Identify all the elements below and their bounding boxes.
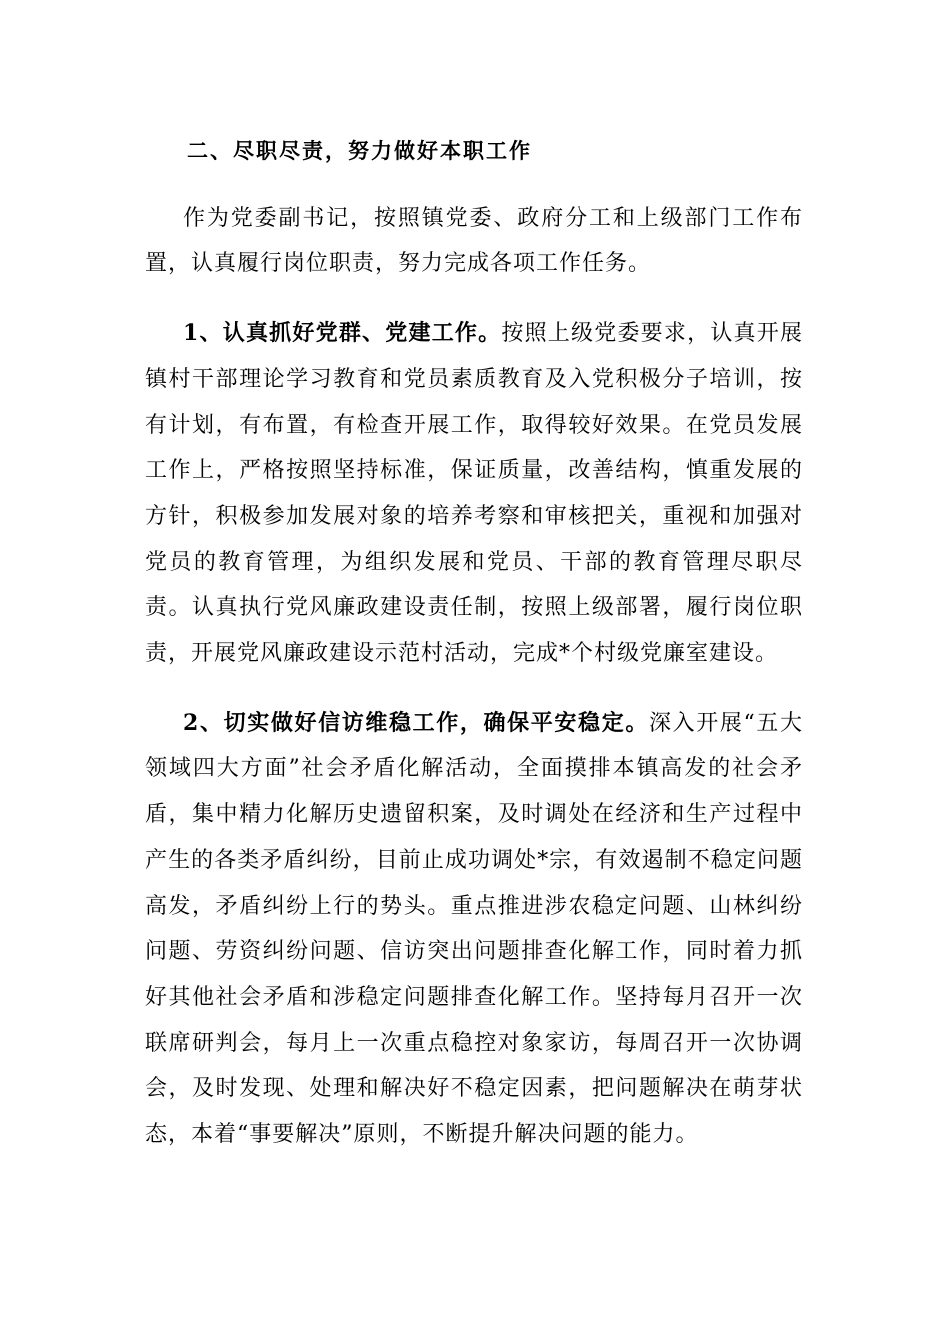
document-body [145,128,803,1158]
spacer [145,677,803,701]
item-2-lead: 2、切实做好信访维稳工作，确保平安稳定。 [183,709,649,736]
section-heading: 二、尽职尽责，努力做好本职工作 [187,138,532,163]
spacer [145,287,803,311]
item-2-paragraph [145,701,803,1158]
item-1-lead: 1、认真抓好党群、党建工作。 [183,320,502,347]
item-1-paragraph [145,311,803,677]
item-1-body: 按照上级党委要求，认真开展镇村干部理论学习教育和党员素质教育及入党积极分子培训，按有计划，有布置，有检查开展工作，取得较好效果。在党员发展工作上，严格按照坚持标准，保证质量，改善结构，慎重发展的方针，积极参加发展对象的培养考察和审核把关，重视和加强对党员的教育管理，为组织发展和党员、干部的教育管理尽职尽责。认真执行党风廉政建设责任制，按照上级部署，履行岗位职责，开展党风廉政建设示范村活动，完成*个村级党廉室建设。 [145,321,803,667]
item-2-body: 深入开展“五大领域四大方面”社会矛盾化解活动，全面摸排本镇高发的社会矛盾，集中精力化解历史遗留积案，及时调处在经济和生产过程中产生的各类矛盾纠纷，目前止成功调处*宗，有效遏制不稳定问题高发，矛盾纠纷上行的势头。重点推进涉农稳定问题、山林纠纷问题、劳资纠纷问题、信访突出问题排查化解工作，同时着力抓好其他社会矛盾和涉稳定问题排查化解工作。坚持每月召开一次联席研判会，每月上一次重点稳控对象家访，每周召开一次协调会，及时发现、处理和解决好不稳定因素，把问题解决在萌芽状态，本着“事要解决”原则，不断提升解决问题的能力。 [145,710,803,1148]
spacer [145,174,803,196]
intro-paragraph: 作为党委副书记，按照镇党委、政府分工和上级部门工作布置，认真履行岗位职责，努力完成各项工作任务。 [145,205,803,277]
